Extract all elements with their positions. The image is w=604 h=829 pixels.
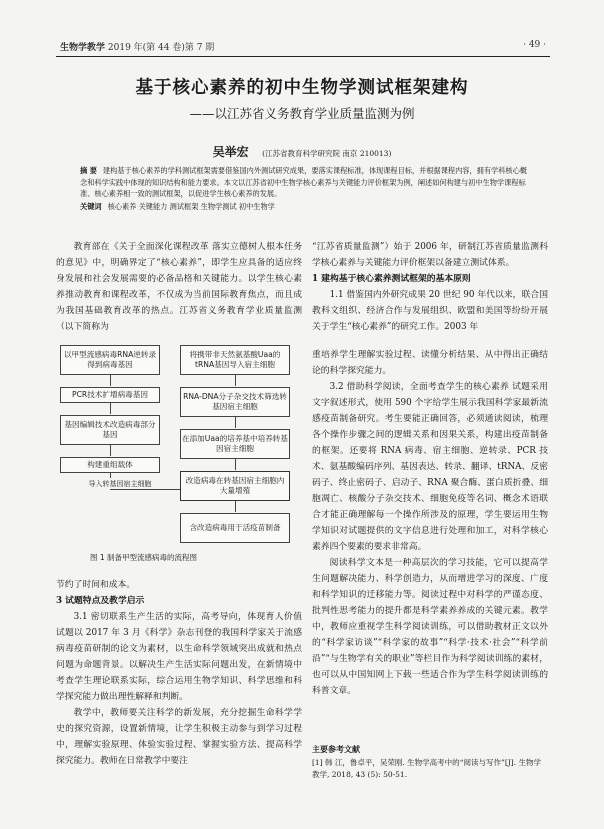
flow-box: PCR技术扩增病毒基因	[60, 387, 160, 403]
flow-arrow	[110, 403, 111, 414]
flow-box: 含改造病毒用于活疫苗制备	[180, 513, 290, 543]
flow-arrow	[110, 375, 111, 386]
paragraph: 3.1 密切联系生产生活的实际，高考导向，体现育人价值 试题以 2017 年 3 月《科学》杂志刊登的我国科学家关于流感病毒疫苗研制的论文为素材，以生命科学领域突出成就和热点问题为命题背景。以解决生产生活实际问题出发，在新情境中考查学生理论联系实际，综合运用生物学知识、科学思维和科学探究能力做出理性解释和判断。	[56, 612, 302, 702]
journal-issue: 2019 年(第 44 卷)第 7 期	[107, 43, 215, 53]
paragraph: 3.2 借助科学阅读，全面考查学生的核心素养 试题采用文字叙述形式，使用 590 个字给学生展示我国科学家最新流感疫苗制备研究。考生要能正确回答，必须通读阅读，梳理各个操作步骤之间的逻辑关系和因果关系，构建出疫苗制备的框架。还要将 RNA 病毒、宿主细胞、逆转录、PCR 技术、氨基酸编码序列、基因表达、转录、翻译、tRNA、反密码子、终止密码子、启动子、RNA 聚合酶、蛋白质折叠、细胞凋亡、核酸分子杂交技术、细胞免疫等名词、概念术语联合才能正确理解每一个操作所涉及的原理，学生要运用生物学知识对试题提供的文字信息进行处理和加工，对科学核心素养四个要素的要求非常高。	[312, 382, 548, 552]
flow-arrow	[235, 459, 236, 470]
article-title: 基于核心素养的初中生物学测试框架建构	[135, 78, 469, 98]
flow-box: 改造病毒在转基因宿主细胞内大量增殖	[180, 471, 290, 501]
flow-arrow	[235, 417, 236, 428]
flow-arrow	[235, 501, 236, 512]
flow-box: 在添加Uaa的培养基中培养转基因宿主细胞	[180, 429, 290, 459]
right-column	[312, 239, 548, 699]
flow-arrow	[110, 445, 111, 456]
flow-arrow	[235, 375, 236, 386]
author-affiliation: (江苏省教育科学研究院 南京 210013)	[262, 149, 392, 158]
page-number: · 49 ·	[523, 40, 546, 50]
journal-name: 生物学教学	[60, 43, 106, 53]
header-rule	[56, 56, 550, 57]
paragraph	[312, 335, 548, 347]
flow-label: 导入转基因宿主细胞	[88, 479, 152, 488]
flow-box: 以甲型流感病毒RNA逆转录得到病毒基因	[60, 345, 160, 375]
left-column-bottom	[56, 577, 302, 769]
abstract-body	[80, 165, 528, 200]
flow-box: RNA-DNA分子杂交技术筛选转基因宿主细胞	[180, 387, 290, 417]
keywords	[80, 201, 528, 213]
section-heading: 1 建构基于核心素养测试框架的基本原则	[312, 274, 471, 284]
keywords-label: 关键词	[80, 201, 102, 211]
paragraph: 重培养学生理解实验过程、读懂分析结果、从中得出正确结论的科学探究能力。	[312, 350, 548, 376]
flow-box: 构建重组载体	[60, 457, 160, 473]
reference-item: [1] 韩 江，鲁卓平，吴荣刚. 生物学高考中的“阅读与写作”[J]. 生物学教学, 2018, 43 (5): 50-51.	[312, 758, 541, 779]
flow-box: 基因编辑技术改造病毒部分基因	[60, 415, 160, 445]
references	[312, 743, 548, 781]
paragraph: “江苏省质量监测”）始于 2006 年，研制江苏省质量监测科学核心素养与关键能力评价框架以备建立测试体系。	[312, 242, 548, 268]
article-subtitle: ——以江苏省义务教育学业质量监测为例	[189, 106, 415, 121]
paragraph: 节约了时间和成本。	[56, 580, 136, 590]
keywords-text: 核心素养 关键能力 测试框架 生物学测试 初中生物学	[107, 201, 275, 211]
references-heading: 主要参考文献	[312, 744, 360, 754]
section-heading: 3 试题特点及教学启示	[56, 596, 145, 606]
paragraph: 1.1 借鉴国内外研究成果 20 世纪 90 年代以来，联合国教科文组织、经济合作与发展组织、欧盟和美国等纷纷开展关于学生“核心素养”的研究工作。2003 年	[312, 290, 548, 332]
left-column-top	[56, 239, 302, 335]
abstract-text: 建构基于核心素养的学科测试框架需要借鉴国内外测试研究成果，要落实课程标准，体现课程目标，并根据课程内容，拥有学科核心概念和科学实践中体现的知识结构和能力要求。本文以江苏省初中生物学核心素养与关键能力评价框架为例，阐述如何构建与初中生物学课程标准、核心素养相一致的测试框架，以促进学生核心素养的发展。	[80, 166, 527, 198]
paragraph: 教育部在《关于全面深化课程改革 落实立德树人根本任务的意见》中，明确界定了“核心素养”，即学生应具备的适应终身发展和社会发展需要的必备品格和关键能力。以学生核心素养推动教育和课程改革，不仅成为当前国际教育焦点，而且成为我国基础教育改革的热点。江苏省义务教育学业质量监测（以下简称为	[56, 242, 302, 332]
author-line	[0, 143, 604, 160]
flow-box: 将携带非天然氨基酸Uaa的tRNA基因导入宿主细胞	[180, 345, 290, 375]
abstract	[80, 165, 528, 212]
figure-caption: 图 1 制备甲型流感病毒的流程图	[90, 553, 198, 562]
paragraph: 阅读科学文本是一种高层次的学习技能，它可以提高学生问题解决能力、科学创造力，从而增进学习的深度、广度和科学知识的迁移能力等。阅读过程中对科学的严谨态度、批判性思考能力的提升都是科学素养养成的关键元素。教学中，教师应重视学生科学阅读训练，可以借助教材正文以外的“科学家访谈”“科学家的故事”“科学·技术·社会”“科学前沿”“与生物学有关的职业”等栏目作为科学阅读训练的素材，也可以从中国知网上下载一些适合作为学生科学阅读训练的科普文章。	[312, 558, 548, 696]
author-name: 吴举宏	[212, 145, 249, 159]
flow-connector	[110, 489, 180, 490]
abstract-label: 摘 要	[80, 166, 97, 175]
flowchart-figure	[56, 342, 296, 562]
paragraph: 教学中，教师要关注科学的新发展，充分挖掘生命科学学史的探究资源，设置新情境，让学生积极主动参与到学习过程中，理解实验原理、体验实验过程、掌握实验方法、提高科学探究能力。教师在日常教学中要注	[56, 708, 302, 766]
journal-header	[60, 40, 214, 53]
